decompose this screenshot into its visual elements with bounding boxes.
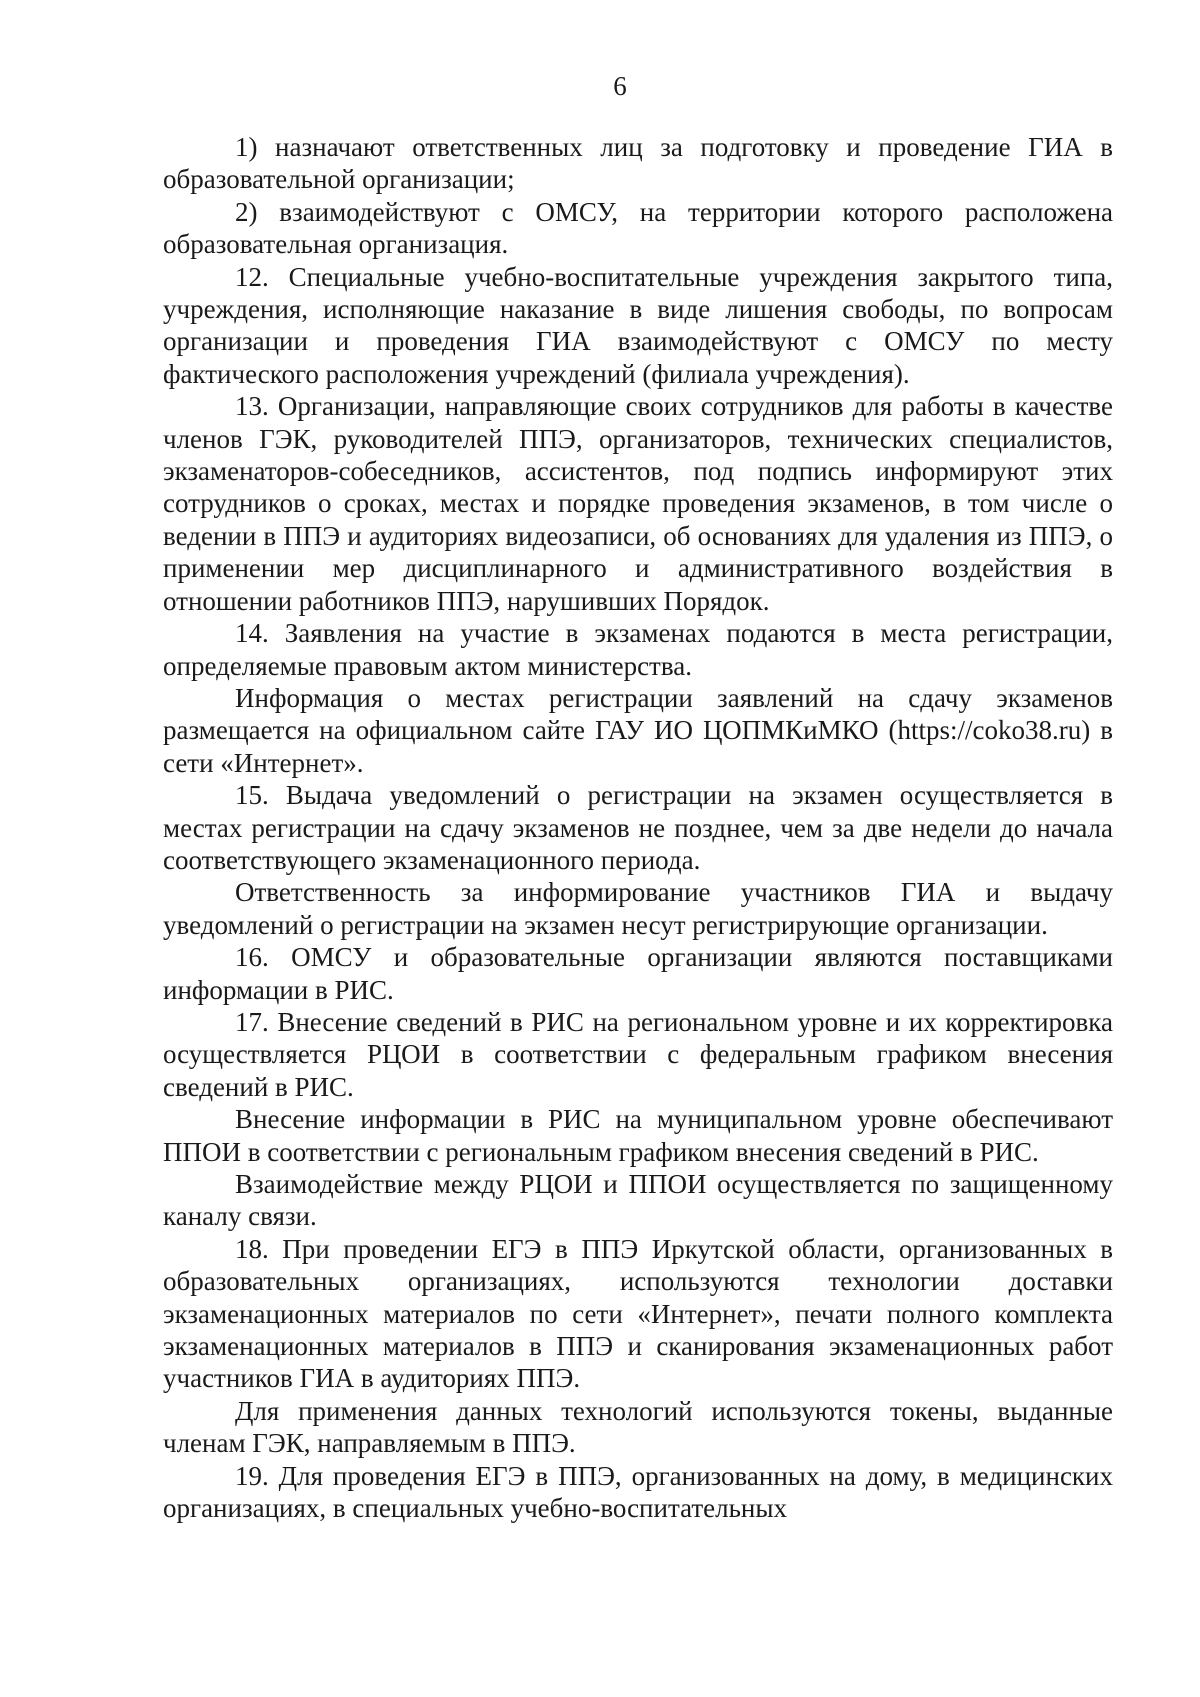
paragraph: 1) назначают ответственных лиц за подготовку и проведение ГИА в образовательной организации; xyxy=(163,132,1113,195)
paragraph: 2) взаимодействуют с ОМСУ, на территории которого расположена образовательная организация. xyxy=(163,196,1113,260)
paragraph: Внесение информации в РИС на муниципальном уровне обеспечивают ППОИ в соответствии с региональным графиком внесения сведений в РИС. xyxy=(163,1104,1113,1167)
document-body xyxy=(163,131,1113,1524)
paragraph: 18. При проведении ЕГЭ в ППЭ Иркутской области, организованных в образовательных организациях, используются технологии доставки экзаменационных материалов по сети «Интернет», печати полного комплекта экзаменационных материалов в ППЭ и сканирования экзаменационных работ участников ГИА в аудиториях ППЭ. xyxy=(163,1233,1113,1394)
paragraph: Ответственность за информирование участников ГИА и выдачу уведомлений о регистрации на экзамен несут регистрирующие организации. xyxy=(163,877,1113,940)
paragraph: 13. Организации, направляющие своих сотрудников для работы в качестве членов ГЭК, руководителей ППЭ, организаторов, технических специалистов, экзаменаторов-собеседников, ассистентов, под подпись информируют этих сотрудников о сроках, местах и порядке проведения экзаменов, в том числе о ведении в ППЭ и аудиториях видеозаписи, об основаниях для удаления из ППЭ, о применении мер дисциплинарного и административного воздействия в отношении работников ППЭ, нарушивших Порядок. xyxy=(163,391,1113,616)
page-number: 6 xyxy=(613,71,627,101)
paragraph: 19. Для проведения ЕГЭ в ППЭ, организованных на дому, в медицинских организациях, в специальных учебно-воспитательных xyxy=(163,1460,1113,1524)
paragraph: Информация о местах регистрации заявлений на сдачу экзаменов размещается на официальном сайте ГАУ ИО ЦОПМКиМКО (https://coko38.ru) в сети «Интернет». xyxy=(163,682,1113,778)
paragraph: 12. Специальные учебно-воспитательные учреждения закрытого типа, учреждения, исполняющие наказание в виде лишения свободы, по вопросам организации и проведения ГИА взаимодействуют с ОМСУ по месту фактического расположения учреждений (филиала учреждения). xyxy=(163,261,1113,389)
paragraph: 14. Заявления на участие в экзаменах подаются в места регистрации, определяемые правовым актом министерства. xyxy=(163,618,1113,681)
paragraph: 16. ОМСУ и образовательные организации являются поставщиками информации в РИС. xyxy=(163,942,1113,1005)
paragraph: 15. Выдача уведомлений о регистрации на экзамен осуществляется в местах регистрации на сдачу экзаменов не позднее, чем за две недели до начала соответствующего экзаменационного периода. xyxy=(163,780,1113,875)
paragraph: Взаимодействие между РЦОИ и ППОИ осуществляется по защищенному каналу связи. xyxy=(163,1169,1113,1232)
paragraph: 17. Внесение сведений в РИС на региональном уровне и их корректировка осуществляется РЦОИ в соответствии с федеральным графиком внесения сведений в РИС. xyxy=(163,1006,1113,1102)
paragraph: Для применения данных технологий используются токены, выданные членам ГЭК, направляемым в ППЭ. xyxy=(163,1395,1113,1459)
